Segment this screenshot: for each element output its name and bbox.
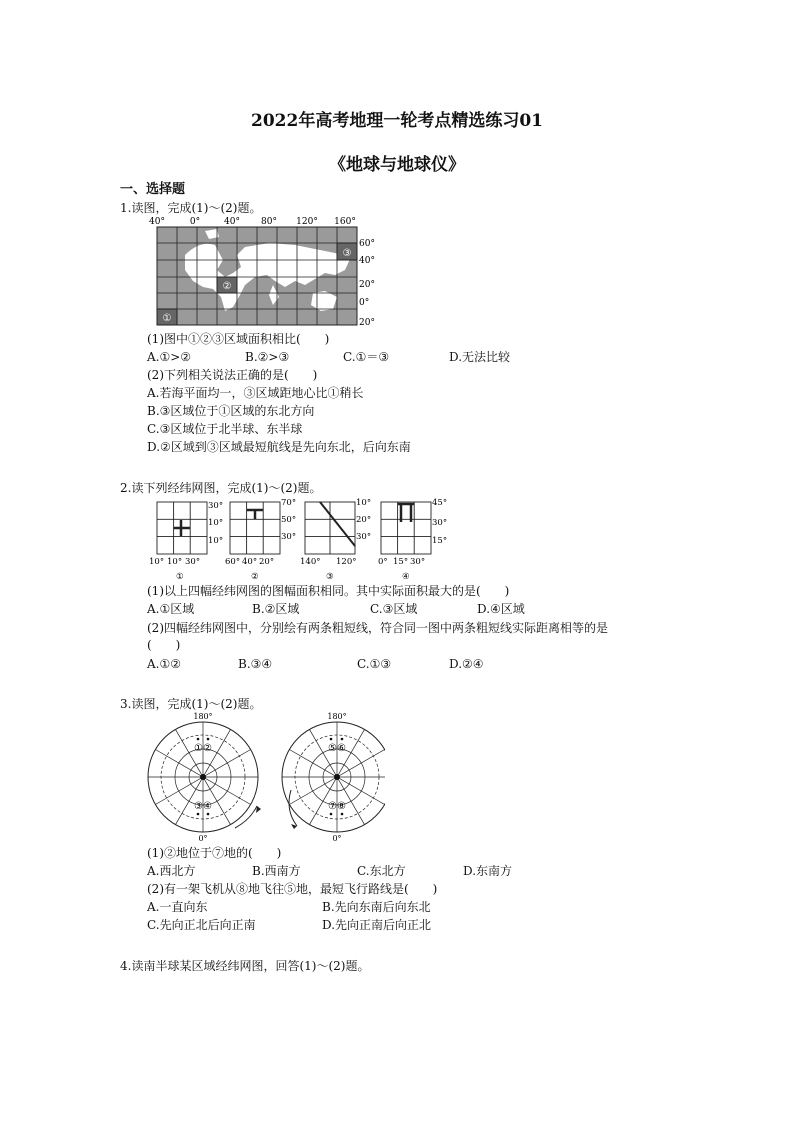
g1-lat: 10° <box>208 536 224 546</box>
q3-stem: 3.读图，完成(1)～(2)题。 <box>120 697 262 711</box>
g2-lat: 30° <box>281 532 297 542</box>
g2-lon: 40° <box>242 557 258 567</box>
q3-sub2-option-b: B.先向东南后向东北 <box>322 900 431 914</box>
g4-lon: 15° <box>393 557 409 567</box>
q2-grid-diagrams <box>145 494 465 582</box>
q3-sub1: (1)②地位于⑦地的( ) <box>147 846 282 860</box>
q2-sub2-blank: ( ) <box>147 638 181 652</box>
region-2-label: ② <box>222 281 232 292</box>
q3-polar-diagrams <box>145 710 385 845</box>
g4-lat: 30° <box>432 518 448 528</box>
q2-sub1-option-a: A.①区域 <box>147 602 195 616</box>
g3-lat: 10° <box>356 498 372 508</box>
lon-label: 40° <box>224 217 240 227</box>
left-top-label: 180° <box>193 712 213 721</box>
q2-sub1-option-c: C.③区域 <box>370 602 418 616</box>
left-marks-bottom: ③④ <box>194 801 212 812</box>
q3-sub1-option-a: A.西北方 <box>147 864 196 878</box>
q1-world-grid-map <box>145 215 380 330</box>
page-title: 2022年高考地理一轮考点精选练习01 <box>251 111 543 131</box>
q3-sub1-option-d: D.东南方 <box>463 864 513 878</box>
right-marks-bottom: ⑦⑧ <box>328 801 346 812</box>
lat-label: 20° <box>359 318 375 328</box>
g3-number: ③ <box>326 572 334 582</box>
right-marks-top: ⑤⑥ <box>328 743 346 754</box>
g2-lon: 20° <box>259 557 275 567</box>
q2-sub2-option-a: A.①② <box>147 657 181 671</box>
q1-sub2: (2)下列相关说法正确的是( ) <box>147 368 318 382</box>
q1-sub2-option-d: D.②区域到③区域最短航线是先向东北，后向东南 <box>147 440 411 454</box>
q3-sub2-option-c: C.先向正北后向正南 <box>147 918 256 932</box>
q4-stem: 4.读南半球某区域经纬网图，回答(1)～(2)题。 <box>120 959 370 973</box>
q1-sub2-option-a: A.若海平面均一，③区域距地心比①稍长 <box>147 386 364 400</box>
section-heading: 一、选择题 <box>120 182 186 197</box>
q1-sub1-option-b: B.②>③ <box>245 350 290 364</box>
g3-lat: 20° <box>356 515 372 525</box>
g4-lon: 0° <box>378 557 388 567</box>
g1-number: ① <box>176 572 184 582</box>
q1-sub2-option-b: B.③区域位于①区域的东北方向 <box>147 404 315 418</box>
g3-lon: 140° <box>300 557 321 567</box>
lon-label: 80° <box>261 217 277 227</box>
region-3-label: ③ <box>342 248 352 259</box>
lat-label: 0° <box>359 298 370 308</box>
lat-label: 60° <box>359 239 375 249</box>
g2-lat: 50° <box>281 515 297 525</box>
g4-number: ④ <box>402 572 410 582</box>
q1-stem: 1.读图，完成(1)～(2)题。 <box>120 201 262 215</box>
lon-label: 40° <box>149 217 165 227</box>
q1-sub2-option-c: C.③区域位于北半球、东半球 <box>147 422 303 436</box>
right-bottom-label: 0° <box>332 834 342 843</box>
left-marks-top: ①② <box>194 743 212 754</box>
g4-lat: 15° <box>432 536 448 546</box>
lat-label: 40° <box>359 256 375 266</box>
g1-lon: 10° <box>149 557 165 567</box>
q2-sub2: (2)四幅经纬网图中，分别绘有两条粗短线，符合同一图中两条粗短线实际距离相等的是 <box>147 621 609 635</box>
page-subtitle: 《地球与地球仪》 <box>329 155 465 175</box>
lat-label: 20° <box>359 280 375 290</box>
g1-lon: 10° <box>167 557 183 567</box>
g2-lat: 70° <box>281 498 297 508</box>
region-1-label: ① <box>162 313 172 324</box>
q1-sub1-option-d: D.无法比较 <box>449 350 511 364</box>
q1-sub1-option-c: C.①＝③ <box>343 350 390 364</box>
q2-sub2-option-c: C.①③ <box>357 657 392 671</box>
g1-lon: 30° <box>185 557 201 567</box>
lon-label: 160° <box>334 217 356 227</box>
q3-sub1-option-b: B.西南方 <box>252 864 301 878</box>
q3-sub2-option-d: D.先向正南后向正北 <box>322 918 432 932</box>
q2-sub1-option-d: D.④区域 <box>477 602 525 616</box>
g2-number: ② <box>251 572 259 582</box>
g3-lon: 120° <box>336 557 357 567</box>
q2-stem: 2.读下列经纬网图，完成(1)～(2)题。 <box>120 481 322 495</box>
q3-sub2-option-a: A.一直向东 <box>147 900 208 914</box>
q3-sub2: (2)有一架飞机从⑧地飞往⑤地，最短飞行路线是( ) <box>147 882 438 896</box>
q3-sub1-option-c: C.东北方 <box>357 864 406 878</box>
q2-sub2-option-b: B.③④ <box>238 657 273 671</box>
left-bottom-label: 0° <box>198 834 208 843</box>
lon-label: 0° <box>189 217 201 227</box>
q1-sub1: (1)图中①②③区域面积相比( ) <box>147 332 330 346</box>
g2-lon: 60° <box>225 557 241 567</box>
q2-sub1-option-b: B.②区域 <box>252 602 300 616</box>
g1-lat: 10° <box>208 518 224 528</box>
lon-label: 120° <box>296 217 318 227</box>
right-top-label: 180° <box>327 712 347 721</box>
g3-lat: 30° <box>356 532 372 542</box>
g1-lat: 30° <box>208 501 224 511</box>
q1-sub1-option-a: A.①>② <box>147 350 192 364</box>
q2-sub1: (1)以上四幅经纬网图的图幅面积相同。其中实际面积最大的是( ) <box>147 584 510 598</box>
q2-sub2-option-d: D.②④ <box>449 657 484 671</box>
g4-lon: 30° <box>410 557 426 567</box>
g4-lat: 45° <box>432 498 448 508</box>
